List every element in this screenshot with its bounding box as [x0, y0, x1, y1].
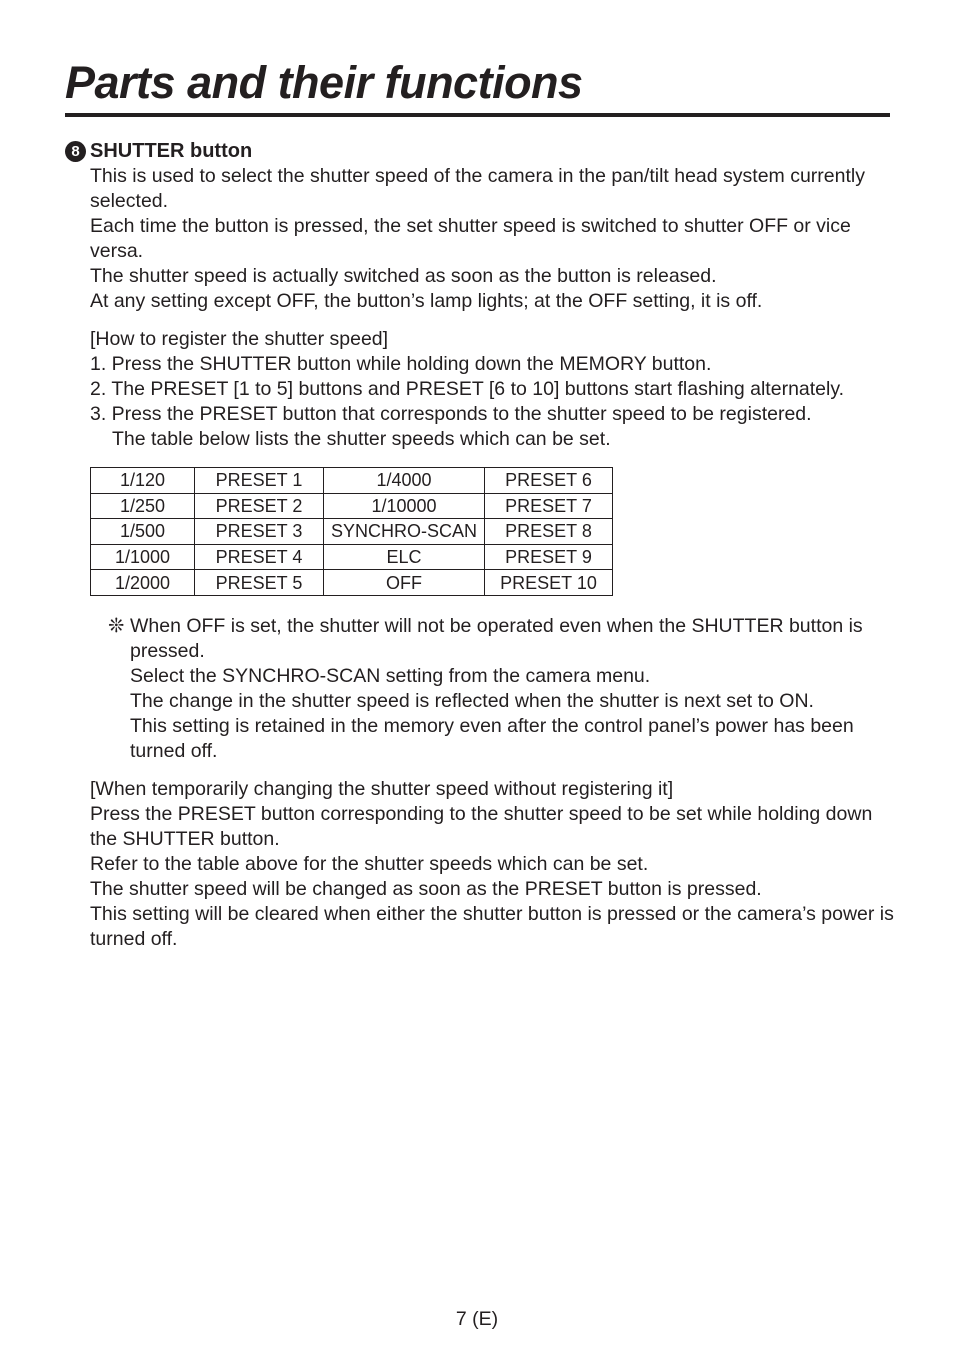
note-mark-icon: ❊ — [108, 615, 125, 637]
note-line: Select the SYNCHRO-SCAN setting from the camera menu. — [130, 665, 651, 687]
intro-paragraph: At any setting except OFF, the button’s lamp lights; at the OFF setting, it is off. — [90, 290, 763, 312]
table-cell: PRESET 4 — [195, 544, 324, 570]
table-cell: PRESET 9 — [485, 544, 613, 570]
table-cell: SYNCHRO-SCAN — [324, 519, 485, 545]
table-row — [91, 493, 613, 519]
table-cell: PRESET 7 — [485, 493, 613, 519]
temporary-heading: [When temporarily changing the shutter speed without registering it] — [90, 778, 674, 800]
section-heading — [65, 138, 252, 164]
temporary-paragraph: Refer to the table above for the shutter speeds which can be set. — [90, 853, 649, 875]
temporary-block — [90, 777, 895, 952]
register-step-text: 3. Press the PRESET button that corresponds to the shutter speed to be registered. — [90, 403, 812, 425]
intro-paragraph: Each time the button is pressed, the set shutter speed is switched to shutter OFF or vice versa. — [90, 215, 851, 262]
table-cell: PRESET 8 — [485, 519, 613, 545]
register-step: 2. The PRESET [1 to 5] buttons and PRESET [6 to 10] buttons start flashing alternately. — [90, 378, 845, 400]
register-heading: [How to register the shutter speed] — [90, 328, 389, 350]
intro-paragraph: The shutter speed is actually switched as soon as the button is released. — [90, 265, 717, 287]
section-heading-text: SHUTTER button — [90, 140, 253, 162]
table-cell: 1/10000 — [324, 493, 485, 519]
table-cell: PRESET 10 — [485, 570, 613, 596]
table-cell: 1/1000 — [91, 544, 195, 570]
temporary-paragraph: This setting will be cleared when either the shutter button is pressed or the camera’s power is turned off. — [90, 903, 894, 950]
register-step: 1. Press the SHUTTER button while holding down the MEMORY button. — [90, 353, 712, 375]
shutter-speed-table — [90, 467, 613, 596]
table-cell: PRESET 3 — [195, 519, 324, 545]
table-cell: 1/4000 — [324, 468, 485, 494]
table-cell: 1/2000 — [91, 570, 195, 596]
intro-paragraph: This is used to select the shutter speed of the camera in the pan/tilt head system currently selected. — [90, 165, 865, 212]
table-cell: PRESET 6 — [485, 468, 613, 494]
table-row — [91, 544, 613, 570]
section-number-badge: 8 — [65, 141, 86, 162]
note-line: The change in the shutter speed is reflected when the shutter is next set to ON. — [130, 690, 814, 712]
intro-block — [90, 164, 895, 314]
table-cell: OFF — [324, 570, 485, 596]
register-step-continuation: The table below lists the shutter speeds which can be set. — [112, 428, 611, 450]
table-cell: PRESET 2 — [195, 493, 324, 519]
table-row — [91, 468, 613, 494]
table-cell: PRESET 1 — [195, 468, 324, 494]
title-rule — [65, 113, 890, 117]
table-row — [91, 570, 613, 596]
table-cell: ELC — [324, 544, 485, 570]
register-block — [90, 327, 895, 452]
note-block — [108, 614, 898, 764]
note-text: When OFF is set, the shutter will not be operated even when the SHUTTER button is pressed. — [130, 615, 863, 662]
temporary-paragraph: The shutter speed will be changed as soon as the PRESET button is pressed. — [90, 878, 762, 900]
note-line — [108, 614, 898, 664]
note-line: This setting is retained in the memory even after the control panel’s power has been turned off. — [130, 715, 854, 762]
table-cell: 1/250 — [91, 493, 195, 519]
page-number: 7 (E) — [455, 1308, 499, 1330]
table-cell: 1/500 — [91, 519, 195, 545]
table-cell: 1/120 — [91, 468, 195, 494]
table-row — [91, 519, 613, 545]
table-cell: PRESET 5 — [195, 570, 324, 596]
register-step — [90, 402, 895, 452]
temporary-paragraph: Press the PRESET button corresponding to the shutter speed to be set while holding down the SHUTTER button. — [90, 803, 873, 850]
page-title: Parts and their functions — [65, 57, 583, 108]
